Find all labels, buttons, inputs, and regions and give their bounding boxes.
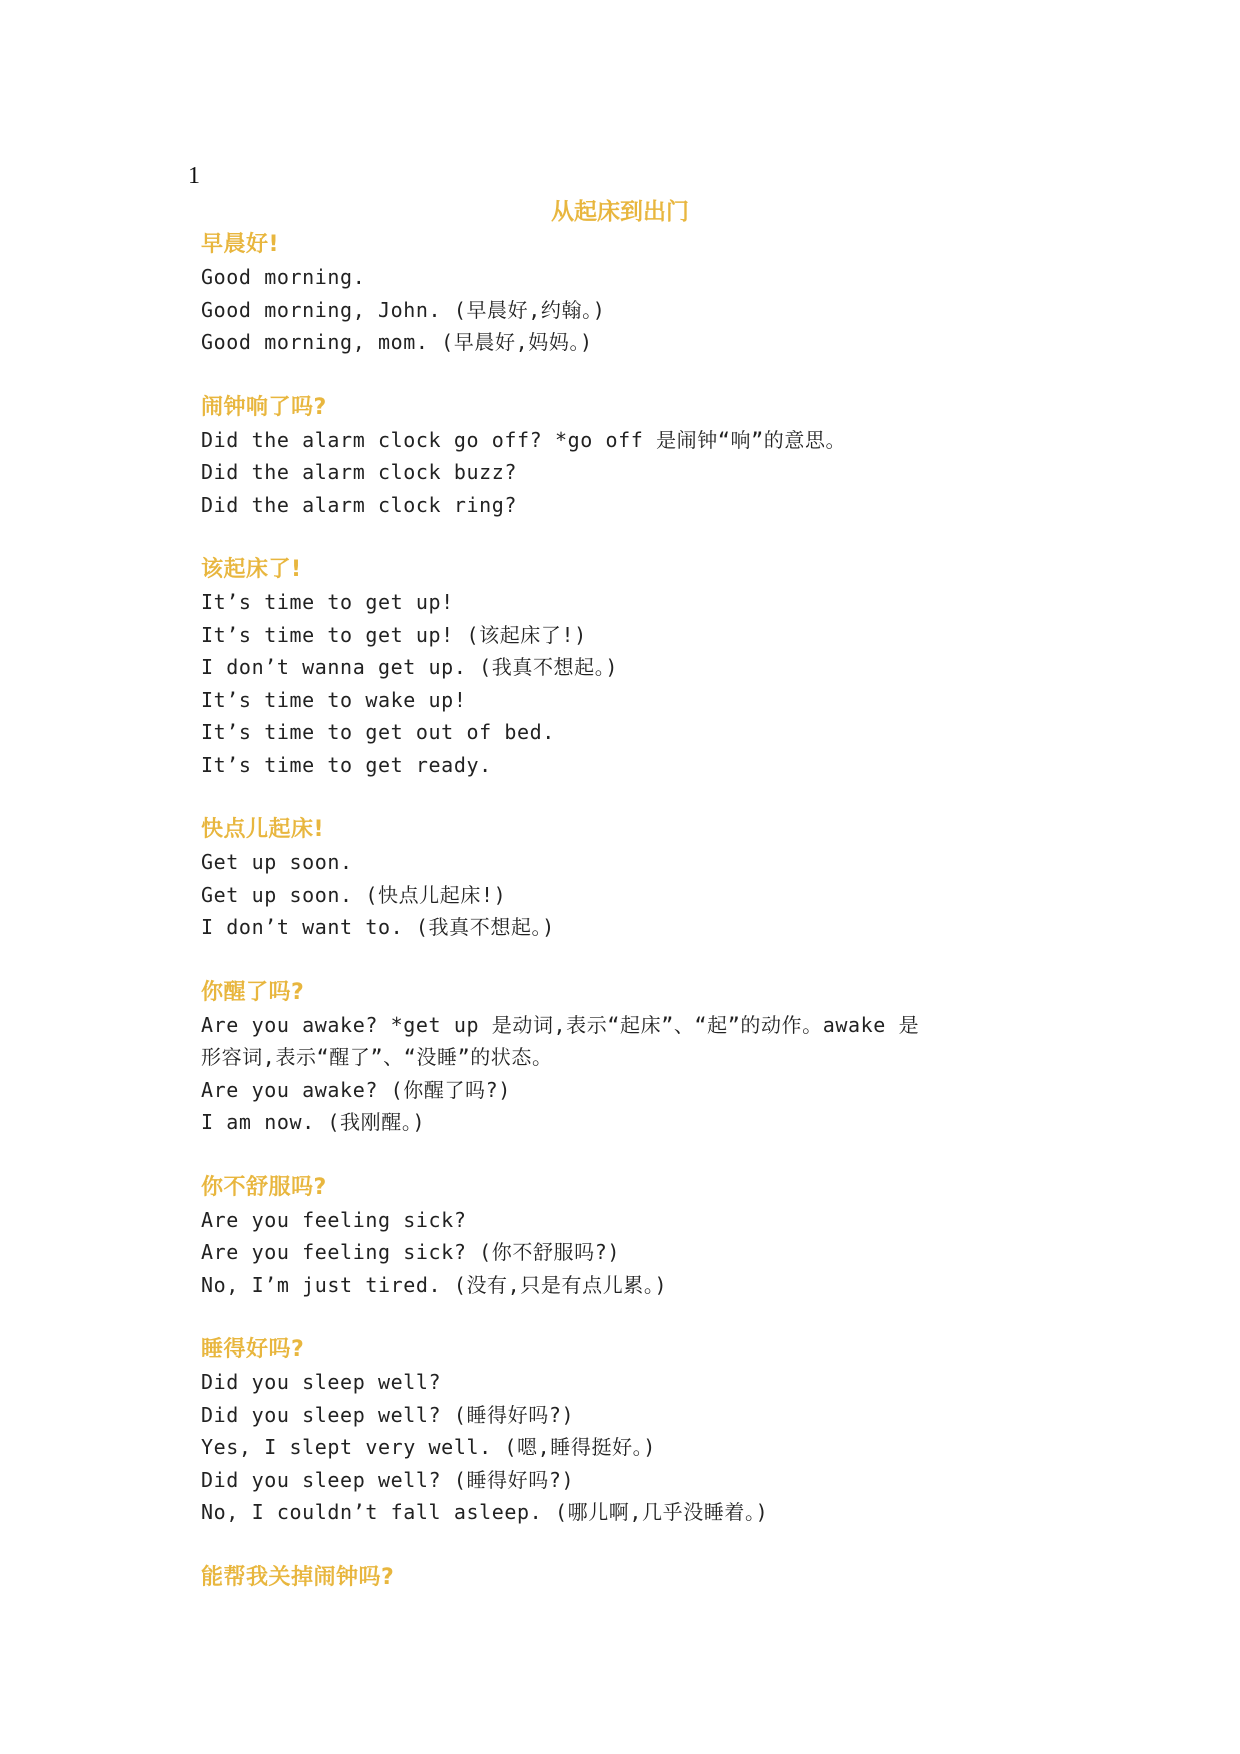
phrase-line: It’s time to get out of bed. <box>201 720 555 744</box>
phrase-line: 形容词,表示“醒了”、“没睡”的状态。 <box>201 1045 553 1069</box>
phrase-line: It’s time to wake up! <box>201 687 467 712</box>
phrase-line: Good morning. <box>201 265 366 289</box>
phrase-line: Good morning, John. (早晨好,约翰。) <box>201 297 606 322</box>
document-title: 从起床到出门 <box>551 199 689 225</box>
phrase-line: Yes, I slept very well. (嗯,睡得挺好。) <box>201 1435 656 1459</box>
phrase-line: Did you sleep well? <box>201 1370 442 1394</box>
section-heading: 该起床了! <box>201 557 302 582</box>
phrase-line: I don’t want to. (我真不想起。) <box>201 915 555 939</box>
page-number: 1 <box>188 163 200 189</box>
phrase-line: Are you awake? *get up 是动词,表示“起床”、“起”的动作。awake 是 <box>201 1012 920 1037</box>
phrase-line: Are you feeling sick? (你不舒服吗?) <box>201 1240 621 1264</box>
phrase-line: I am now. (我刚醒。) <box>201 1110 426 1134</box>
phrase-section <box>201 814 1081 944</box>
phrase-section <box>201 229 1081 359</box>
section-heading: 睡得好吗? <box>201 1337 305 1362</box>
phrase-line: Did the alarm clock ring? <box>201 492 518 517</box>
phrase-line: Are you feeling sick? <box>201 1207 467 1232</box>
section-heading: 早晨好! <box>201 232 280 257</box>
phrase-line: Good morning, mom. (早晨好,妈妈。) <box>201 330 593 354</box>
phrase-section <box>201 554 1081 781</box>
phrase-line: Did the alarm clock buzz? <box>201 460 518 484</box>
section-heading: 你不舒服吗? <box>201 1174 327 1200</box>
phrase-section <box>201 1172 1081 1302</box>
phrase-line: It’s time to get up! (该起床了!) <box>201 622 587 647</box>
phrase-line: No, I couldn’t fall asleep. (哪儿啊,几乎没睡着。) <box>201 1500 769 1524</box>
phrase-line: Did the alarm clock go off? *go off 是闹钟“响”的意思。 <box>201 427 847 452</box>
section-heading: 闹钟响了吗? <box>201 394 327 420</box>
phrase-line: Get up soon. (快点儿起床!) <box>201 882 507 907</box>
phrase-section <box>201 1334 1081 1529</box>
phrase-line: I don’t wanna get up. (我真不想起。) <box>201 655 618 679</box>
section-heading: 快点儿起床! <box>201 817 325 842</box>
phrase-line: It’s time to get ready. <box>201 752 492 777</box>
section-heading: 能帮我关掉闹钟吗? <box>201 1564 395 1590</box>
phrase-line: Did you sleep well? (睡得好吗?) <box>201 1402 575 1427</box>
phrase-line: Are you awake? (你醒了吗?) <box>201 1077 511 1102</box>
document-body <box>201 229 1081 1627</box>
phrase-line: Did you sleep well? (睡得好吗?) <box>201 1467 575 1492</box>
phrase-section <box>201 392 1081 522</box>
phrase-line: It’s time to get up! <box>201 590 454 614</box>
phrase-section <box>201 1562 1081 1594</box>
phrase-section <box>201 977 1081 1139</box>
phrase-line: Get up soon. <box>201 850 353 874</box>
phrase-line: No, I’m just tired. (没有,只是有点儿累。) <box>201 1272 668 1297</box>
section-heading: 你醒了吗? <box>201 979 305 1005</box>
